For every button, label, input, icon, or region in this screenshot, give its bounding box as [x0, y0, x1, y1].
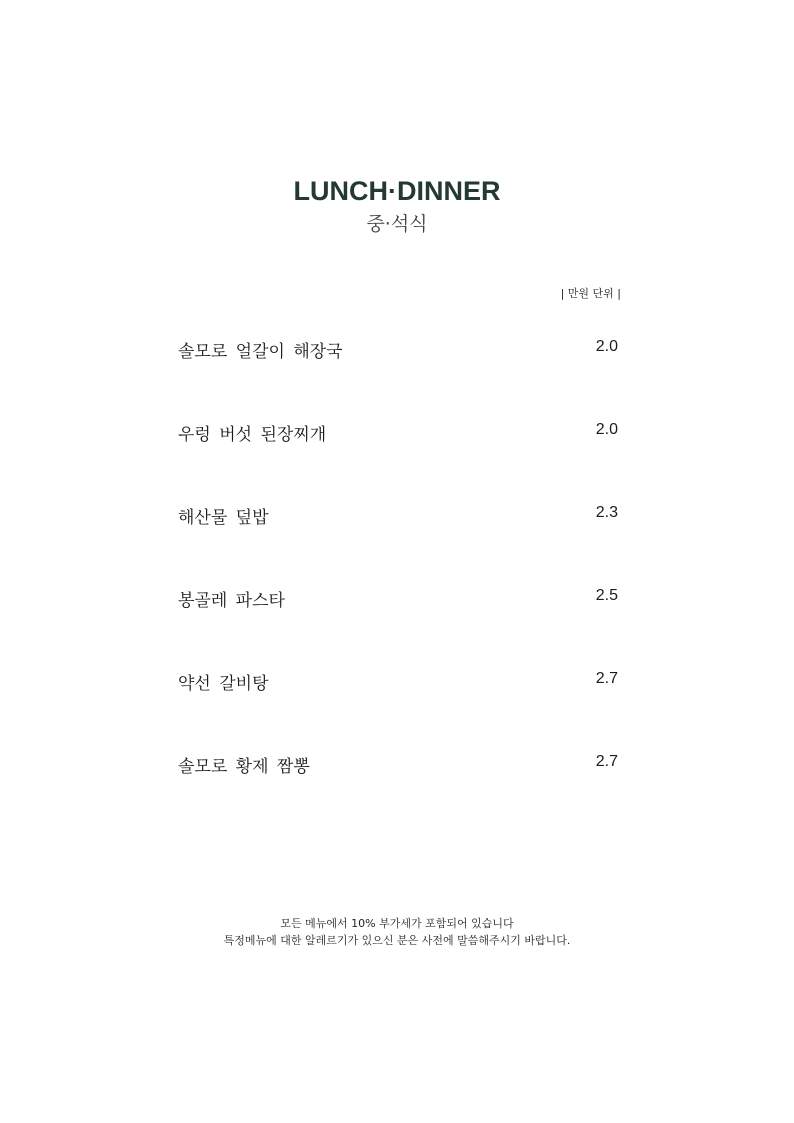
vat-notice: 모든 메뉴에서 10% 부가세가 포함되어 있습니다 [280, 917, 514, 930]
page-title: LUNCH·DINNER [293, 176, 501, 206]
menu-item-name: 봉골레 파스타 [178, 591, 285, 611]
menu-item [178, 752, 618, 835]
menu-item-name: 약선 갈비탕 [178, 674, 269, 694]
price-unit-note: | 만원 단위 | [560, 287, 621, 300]
menu-item-price: 2.7 [595, 753, 618, 770]
menu-item-name: 해산물 덮밥 [178, 508, 269, 528]
menu-item [178, 337, 618, 420]
menu-item-name: 우렁 버섯 된장찌개 [178, 425, 327, 445]
menu-item-price: 2.0 [595, 421, 618, 438]
footer-notice [0, 915, 794, 949]
menu-item [178, 669, 618, 752]
menu-item [178, 420, 618, 503]
menu-item-name: 솔모로 황제 짬뽕 [178, 757, 310, 777]
menu-item [178, 503, 618, 586]
menu-item [178, 586, 618, 669]
page-subtitle: 중·석식 [366, 213, 428, 235]
menu-list [178, 337, 618, 835]
menu-item-price: 2.7 [595, 670, 618, 687]
menu-item-price: 2.0 [595, 338, 618, 355]
menu-item-name: 솔모로 얼갈이 해장국 [178, 342, 343, 362]
menu-item-price: 2.5 [595, 587, 618, 604]
menu-item-price: 2.3 [595, 504, 618, 521]
allergy-notice: 특정메뉴에 대한 알레르기가 있으신 분은 사전에 말씀해주시기 바랍니다. [223, 934, 571, 947]
